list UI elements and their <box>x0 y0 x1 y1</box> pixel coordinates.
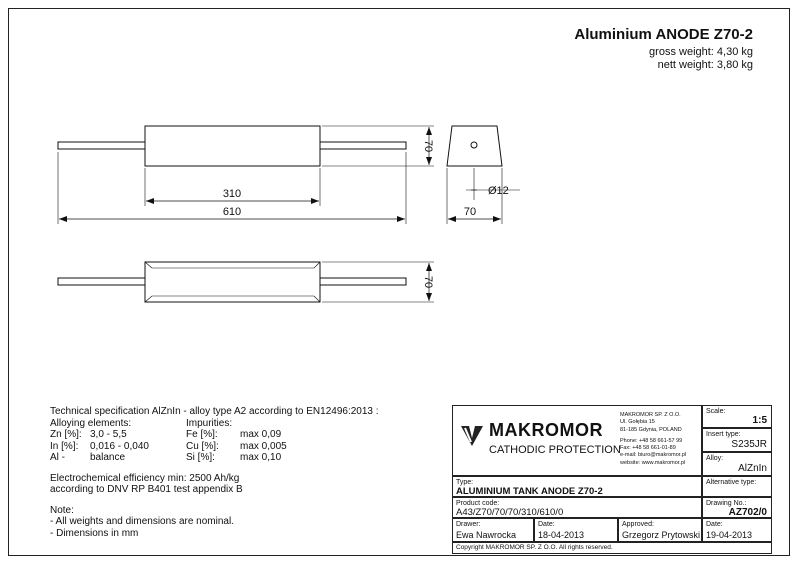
anode-side-view <box>447 126 502 166</box>
makromor-logo-icon <box>459 422 485 448</box>
element-range: 3,0 - 5,5 <box>90 429 127 440</box>
drawing-title: Aluminium ANODE Z70-2 <box>574 26 753 43</box>
dim-length-total-label: 610 <box>222 206 242 218</box>
insert-type-value: S235JR <box>731 439 767 450</box>
spec-row <box>50 441 379 453</box>
spec-title: Technical specification AlZnIn - alloy type A2 according to EN12496:2013 : <box>50 406 379 417</box>
element-range: balance <box>90 452 126 463</box>
date-drawn-label: Date: <box>538 521 555 528</box>
address-line: Fax: +48 58 661-01-89 <box>620 445 676 452</box>
product-code-value: A43/Z70/70/70/310/610/0 <box>456 507 564 518</box>
drawer-label: Drawer: <box>456 521 481 528</box>
dim-height-bottom-label: 70 <box>422 275 434 289</box>
anode-top-view <box>58 126 406 166</box>
alloying-elements-heading: Alloying elements: <box>50 417 132 429</box>
technical-specification <box>50 406 379 539</box>
product-code-cell <box>452 497 702 518</box>
address-line: MAKROMOR SP. Z O.O. <box>620 412 681 418</box>
alloy-label: Alloy: <box>706 455 724 462</box>
dim-width-side-label: 70 <box>463 206 477 218</box>
element-name: Al - <box>50 452 65 463</box>
scale-cell <box>702 405 772 428</box>
dim-height-top-label: 70 <box>422 139 434 153</box>
impurities-heading: Impurities: <box>186 417 233 429</box>
nett-weight: nett weight: 3,80 kg <box>657 59 753 71</box>
date-drawn-cell <box>534 518 618 542</box>
alloy-cell <box>702 452 772 476</box>
note-item: - Dimensions in mm <box>50 527 139 539</box>
date-approved-label: Date: <box>706 521 723 528</box>
drawer-value: Ewa Nawrocka <box>456 530 517 540</box>
date-drawn-value: 18-04-2013 <box>538 530 585 540</box>
address-line: 81-185 Gdynia, POLAND <box>620 426 682 433</box>
scale-value: 1:5 <box>752 415 767 426</box>
address-line: website: www.makromor.pl <box>620 459 686 466</box>
according-text: according to DNV RP B401 test appendix B <box>50 484 243 495</box>
approved-value: Grzegorz Prytowski <box>622 530 701 540</box>
copyright-text: Copyright MAKROMOR SP. Z O.O. All rights reserved. <box>456 544 613 551</box>
address-line: Phone: +48 58 661-57 99 <box>620 437 683 444</box>
impurity-name: Fe [%]: <box>186 429 218 440</box>
impurity-name: Cu [%]: <box>186 440 219 452</box>
scale-label: Scale: <box>706 408 726 415</box>
drawing-number-value: AZ702/0 <box>728 507 767 518</box>
dim-length-body-label: 310 <box>222 188 242 200</box>
impurity-max: max 0,10 <box>240 452 282 463</box>
element-range: 0,016 - 0,040 <box>90 440 149 452</box>
drawing-number-cell <box>702 497 772 518</box>
brand-subtitle: CATHODIC PROTECTION <box>489 444 621 456</box>
address-line: e-mail: biuro@makromor.pl <box>620 452 687 459</box>
impurity-max: max 0,005 <box>240 440 287 452</box>
copyright-cell <box>452 542 772 554</box>
note-heading: Note: <box>50 504 74 516</box>
efficiency-text: Electrochemical efficiency min: 2500 Ah/kg <box>50 472 240 484</box>
type-value: ALUMINIUM TANK ANODE Z70-2 <box>456 486 603 497</box>
element-name: Zn [%]: <box>50 429 82 440</box>
type-label: Type: <box>456 479 474 486</box>
address-line: Ul. Gołębia 15 <box>620 419 655 426</box>
dim-diameter-label: Ø12 <box>488 185 509 197</box>
impurity-name: Si [%]: <box>186 452 215 463</box>
alloy-value: AlZnIn <box>738 463 767 474</box>
date-approved-value: 19-04-2013 <box>706 530 753 540</box>
insert-type-label: Insert type: <box>706 431 741 438</box>
title-block <box>452 405 782 557</box>
drawer-cell <box>452 518 534 542</box>
approved-cell <box>618 518 702 542</box>
spec-row <box>50 429 379 441</box>
company-cell <box>452 405 702 476</box>
product-code-label: Product code: <box>456 500 500 507</box>
insert-type-cell <box>702 428 772 452</box>
alternative-type-cell <box>702 476 772 497</box>
spec-row <box>50 452 379 464</box>
type-cell <box>452 476 702 497</box>
drawing-number-label: Drawing No.: <box>706 500 747 507</box>
alternative-type-label: Alternative type: <box>706 479 757 486</box>
approved-label: Approved: <box>622 521 654 528</box>
element-name: In [%]: <box>50 440 79 452</box>
date-approved-cell <box>702 518 772 542</box>
note-item: - All weights and dimensions are nominal. <box>50 516 234 527</box>
impurity-max: max 0,09 <box>240 429 282 440</box>
gross-weight: gross weight: 4,30 kg <box>649 46 753 58</box>
company-address <box>620 412 686 467</box>
brand-name: MAKROMOR <box>489 420 603 440</box>
anode-front-view <box>58 262 406 302</box>
